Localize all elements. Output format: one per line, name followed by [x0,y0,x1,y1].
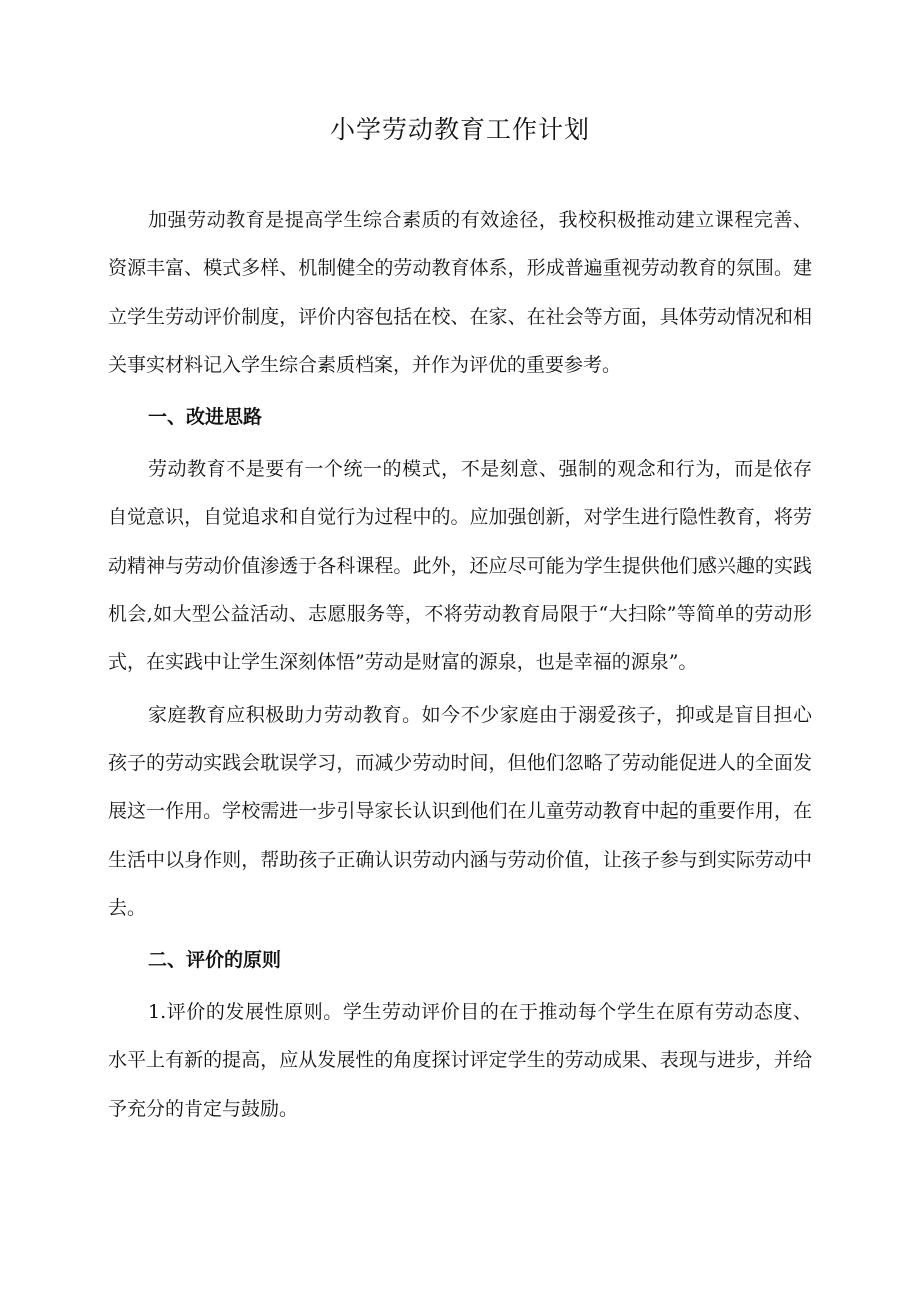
intro-paragraph: 加强劳动教育是提高学生综合素质的有效途径，我校积极推动建立课程完善、资源丰富、模式多样、机制健全的劳动教育体系，形成普遍重视劳动教育的氛围。建立学生劳动评价制度，评价内容包括在校、在家、在社会等方面，具体劳动情况和相关事实材料记入学生综合素质档案，并作为评优的重要参考。 [108,209,812,376]
section1-paragraph-1: 劳动教育不是要有一个统一的模式，不是刻意、强制的观念和行为，而是依存自觉意识，自觉追求和自觉行为过程中的。应加强创新，对学生进行隐性教育，将劳动精神与劳动价值渗透于各科课程。此外，还应尽可能为学生提供他们感兴趣的实践机会,如大型公益活动、志愿服务等，不将劳动教育局限于“大扫除”等简单的劳动形式，在实践中让学生深刻体悟”劳动是财富的源泉，也是幸福的源泉”。 [108,458,812,674]
section2-paragraph-1: 1.评价的发展性原则。学生劳动评价目的在于推动每个学生在原有劳动态度、水平上有新的提高，应从发展性的角度探讨评定学生的劳动成果、表现与进步，并给予充分的肯定与鼓励。 [108,1001,812,1120]
section1-paragraph-2: 家庭教育应积极助力劳动教育。如今不少家庭由于溺爱孩子，抑或是盲目担心孩子的劳动实践会耽误学习，而减少劳动时间，但他们忽略了劳动能促进人的全面发展这一作用。学校需进一步引导家长认识到他们在儿童劳动教育中起的重要作用，在生活中以身作则，帮助孩子正确认识劳动内涵与劳动价值，让孩子参与到实际劳动中去。 [108,703,812,919]
document-body [108,196,812,1133]
section-heading-2: 二、评价的原则 [148,949,282,972]
section-heading-1: 一、改进思路 [148,406,263,429]
document-title: 小学劳动教育工作计划 [329,115,590,144]
